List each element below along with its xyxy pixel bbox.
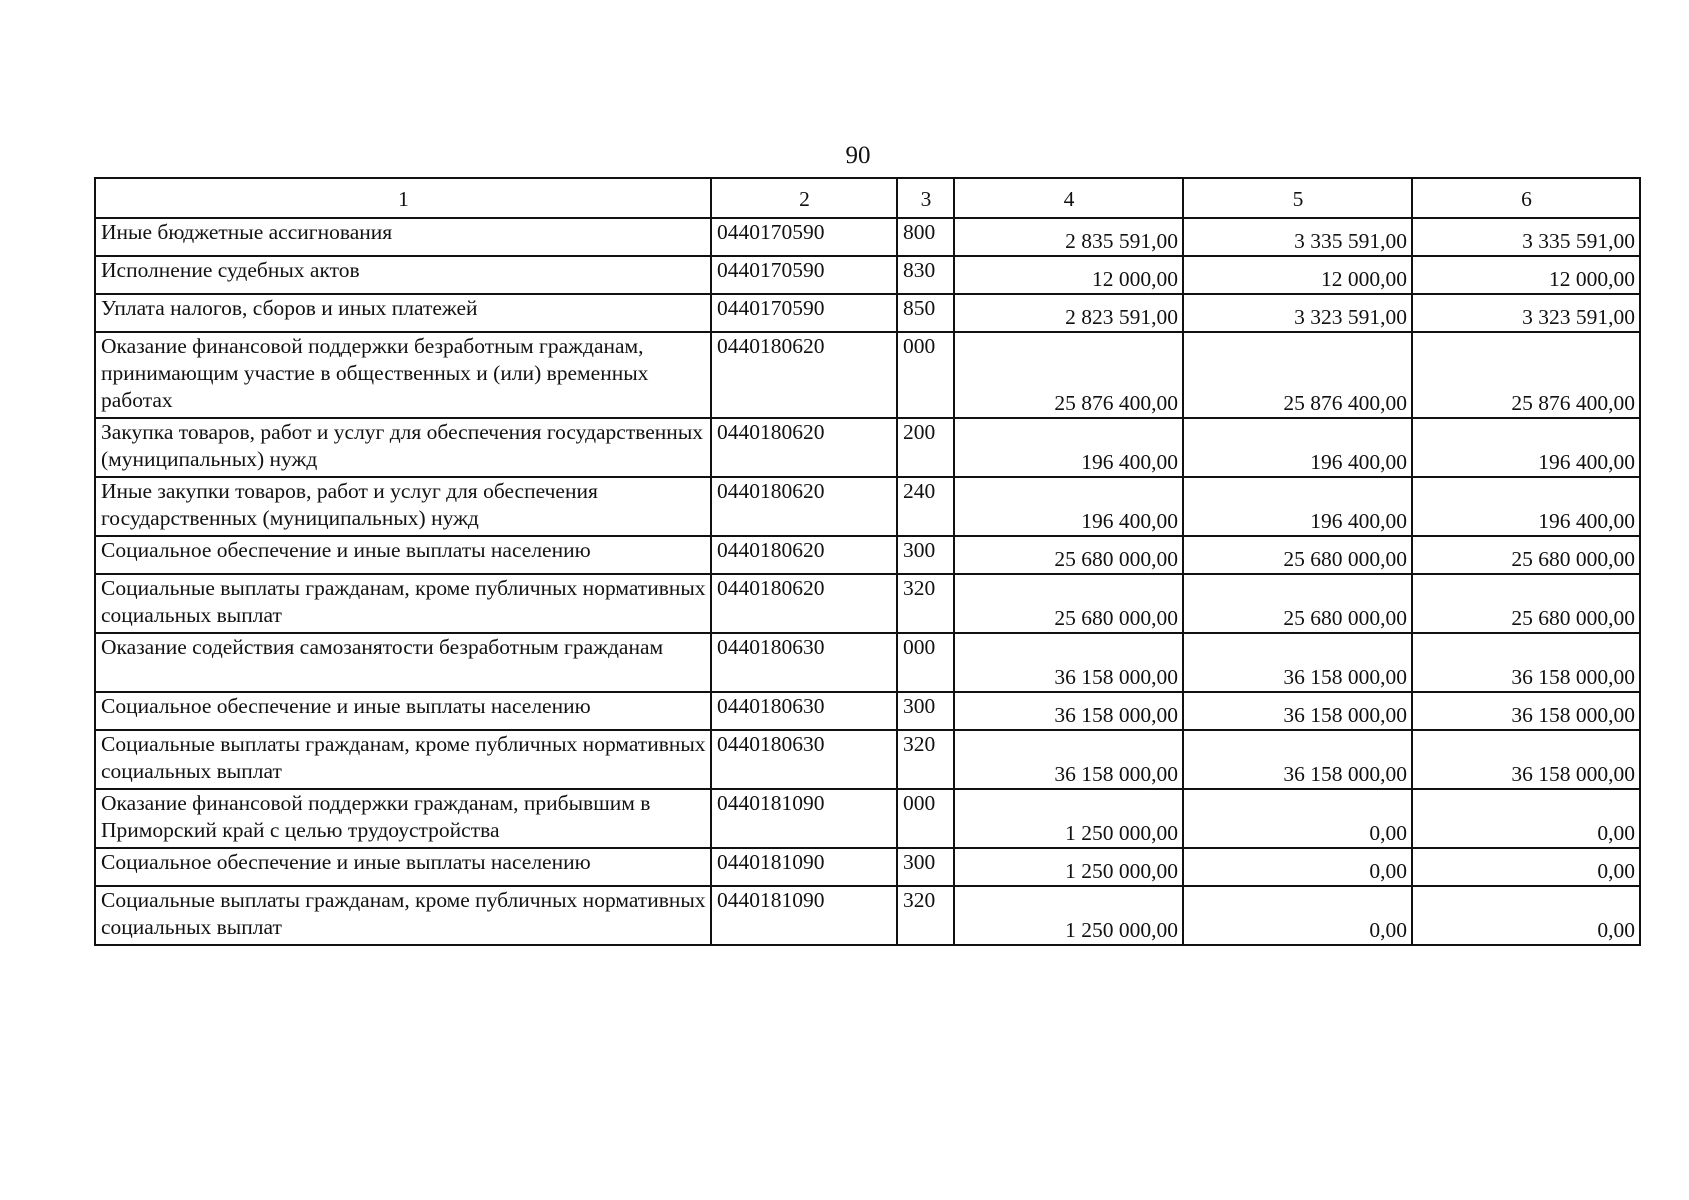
column-header-target-code: 2 [711, 178, 897, 218]
row-name: Иные закупки товаров, работ и услуг для обеспечения государственных (муниципальных) нужд [95, 477, 711, 536]
row-amount-1: 1 250 000,00 [954, 886, 1183, 945]
row-amount-3: 36 158 000,00 [1412, 692, 1640, 730]
row-target-code: 0440180620 [711, 332, 897, 418]
row-name: Исполнение судебных актов [95, 256, 711, 294]
table-header-row [95, 178, 1640, 218]
row-name: Социальное обеспечение и иные выплаты населению [95, 692, 711, 730]
row-amount-2: 25 876 400,00 [1183, 332, 1412, 418]
row-amount-1: 12 000,00 [954, 256, 1183, 294]
row-target-code: 0440180620 [711, 418, 897, 477]
row-target-code: 0440181090 [711, 886, 897, 945]
table-row [95, 633, 1640, 692]
row-name: Уплата налогов, сборов и иных платежей [95, 294, 711, 332]
row-target-code: 0440170590 [711, 218, 897, 256]
row-amount-3: 0,00 [1412, 848, 1640, 886]
row-amount-2: 12 000,00 [1183, 256, 1412, 294]
row-name: Оказание содействия самозанятости безработным гражданам [95, 633, 711, 692]
row-expense-kind: 300 [897, 848, 954, 886]
budget-table [94, 177, 1641, 946]
row-amount-1: 25 680 000,00 [954, 536, 1183, 574]
row-name: Социальное обеспечение и иные выплаты населению [95, 536, 711, 574]
column-header-amount-1: 4 [954, 178, 1183, 218]
row-amount-2: 3 323 591,00 [1183, 294, 1412, 332]
table-row [95, 218, 1640, 256]
row-amount-3: 3 323 591,00 [1412, 294, 1640, 332]
row-name: Оказание финансовой поддержки гражданам, прибывшим в Приморский край с целью трудоустройства [95, 789, 711, 848]
row-target-code: 0440180620 [711, 536, 897, 574]
row-amount-1: 2 835 591,00 [954, 218, 1183, 256]
row-name: Социальное обеспечение и иные выплаты населению [95, 848, 711, 886]
row-amount-3: 36 158 000,00 [1412, 633, 1640, 692]
row-expense-kind: 830 [897, 256, 954, 294]
table-row [95, 692, 1640, 730]
row-target-code: 0440180630 [711, 692, 897, 730]
row-expense-kind: 200 [897, 418, 954, 477]
row-amount-1: 2 823 591,00 [954, 294, 1183, 332]
page-number: 90 [845, 142, 871, 169]
row-target-code: 0440170590 [711, 256, 897, 294]
table-row [95, 294, 1640, 332]
row-target-code: 0440180620 [711, 477, 897, 536]
row-expense-kind: 850 [897, 294, 954, 332]
row-amount-2: 196 400,00 [1183, 418, 1412, 477]
row-target-code: 0440180630 [711, 730, 897, 789]
row-amount-3: 25 876 400,00 [1412, 332, 1640, 418]
row-amount-1: 36 158 000,00 [954, 730, 1183, 789]
row-amount-2: 25 680 000,00 [1183, 574, 1412, 633]
row-target-code: 0440181090 [711, 789, 897, 848]
column-header-amount-3: 6 [1412, 178, 1640, 218]
row-expense-kind: 240 [897, 477, 954, 536]
row-amount-2: 0,00 [1183, 789, 1412, 848]
row-amount-3: 36 158 000,00 [1412, 730, 1640, 789]
row-amount-3: 25 680 000,00 [1412, 536, 1640, 574]
row-amount-3: 196 400,00 [1412, 418, 1640, 477]
row-amount-1: 1 250 000,00 [954, 789, 1183, 848]
row-amount-2: 36 158 000,00 [1183, 633, 1412, 692]
row-expense-kind: 320 [897, 574, 954, 633]
row-amount-2: 196 400,00 [1183, 477, 1412, 536]
table-row [95, 536, 1640, 574]
row-amount-2: 0,00 [1183, 848, 1412, 886]
row-expense-kind: 000 [897, 789, 954, 848]
row-amount-2: 25 680 000,00 [1183, 536, 1412, 574]
row-amount-1: 25 876 400,00 [954, 332, 1183, 418]
row-name: Социальные выплаты гражданам, кроме публичных нормативных социальных выплат [95, 730, 711, 789]
row-amount-3: 12 000,00 [1412, 256, 1640, 294]
row-name: Иные бюджетные ассигнования [95, 218, 711, 256]
table-row [95, 886, 1640, 945]
row-amount-2: 36 158 000,00 [1183, 730, 1412, 789]
row-name: Оказание финансовой поддержки безработным гражданам, принимающим участие в общественных и (или) временных работах [95, 332, 711, 418]
row-amount-3: 0,00 [1412, 789, 1640, 848]
row-amount-2: 3 335 591,00 [1183, 218, 1412, 256]
row-target-code: 0440180630 [711, 633, 897, 692]
row-amount-3: 0,00 [1412, 886, 1640, 945]
row-amount-1: 36 158 000,00 [954, 633, 1183, 692]
row-amount-2: 0,00 [1183, 886, 1412, 945]
table-row [95, 730, 1640, 789]
row-amount-1: 196 400,00 [954, 477, 1183, 536]
row-amount-2: 36 158 000,00 [1183, 692, 1412, 730]
table-row [95, 848, 1640, 886]
row-amount-1: 1 250 000,00 [954, 848, 1183, 886]
column-header-expense-kind: 3 [897, 178, 954, 218]
row-expense-kind: 320 [897, 886, 954, 945]
row-expense-kind: 800 [897, 218, 954, 256]
row-name: Социальные выплаты гражданам, кроме публичных нормативных социальных выплат [95, 886, 711, 945]
row-amount-1: 36 158 000,00 [954, 692, 1183, 730]
row-name: Социальные выплаты гражданам, кроме публичных нормативных социальных выплат [95, 574, 711, 633]
row-expense-kind: 000 [897, 633, 954, 692]
row-target-code: 0440170590 [711, 294, 897, 332]
table-row [95, 256, 1640, 294]
column-header-name: 1 [95, 178, 711, 218]
row-amount-3: 25 680 000,00 [1412, 574, 1640, 633]
table-row [95, 789, 1640, 848]
row-name: Закупка товаров, работ и услуг для обеспечения государственных (муниципальных) нужд [95, 418, 711, 477]
row-expense-kind: 320 [897, 730, 954, 789]
table-row [95, 418, 1640, 477]
row-amount-3: 196 400,00 [1412, 477, 1640, 536]
column-header-amount-2: 5 [1183, 178, 1412, 218]
row-expense-kind: 300 [897, 692, 954, 730]
row-target-code: 0440180620 [711, 574, 897, 633]
table-row [95, 574, 1640, 633]
row-amount-3: 3 335 591,00 [1412, 218, 1640, 256]
row-expense-kind: 000 [897, 332, 954, 418]
table-row [95, 477, 1640, 536]
row-amount-1: 196 400,00 [954, 418, 1183, 477]
table-row [95, 332, 1640, 418]
row-amount-1: 25 680 000,00 [954, 574, 1183, 633]
row-target-code: 0440181090 [711, 848, 897, 886]
row-expense-kind: 300 [897, 536, 954, 574]
